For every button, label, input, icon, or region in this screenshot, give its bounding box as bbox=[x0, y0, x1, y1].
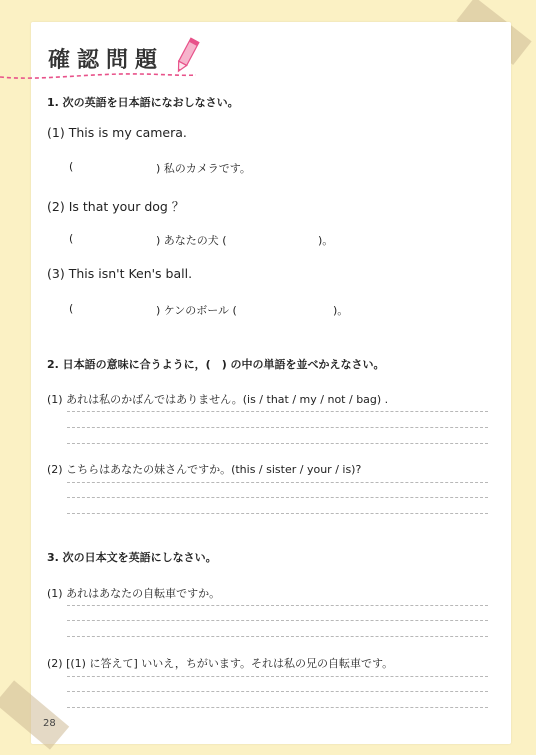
page-title: 確認問題 bbox=[48, 48, 165, 73]
s1-q2-text: (2) Is that your dog ？ bbox=[47, 199, 185, 214]
answer-line bbox=[67, 707, 488, 708]
s1-q2-answer-open: ( bbox=[69, 232, 74, 245]
s1-q1-answer-open: ( bbox=[69, 160, 74, 173]
section-2-heading: 2. 日本語の意味に合うように，( ) の中の単語を並べかえなさい。 bbox=[47, 358, 385, 371]
answer-line bbox=[67, 427, 488, 428]
answer-line bbox=[67, 513, 488, 514]
s1-q3-text: (3) This isn't Ken's ball. bbox=[47, 266, 193, 281]
page-number: 28 bbox=[43, 718, 56, 729]
pencil-icon bbox=[172, 36, 200, 76]
answer-line bbox=[67, 636, 488, 637]
section-3-heading: 3. 次の日本文を英語にしなさい。 bbox=[47, 551, 217, 564]
s1-q2-answer-close: )。 bbox=[318, 234, 334, 247]
s1-q3-answer-mid: ) ケンのボール ( bbox=[156, 304, 237, 317]
section-1-heading: 1. 次の英語を日本語になおしなさい。 bbox=[47, 96, 239, 109]
answer-line bbox=[67, 411, 488, 412]
answer-line bbox=[67, 443, 488, 444]
s1-q3-answer-close: )。 bbox=[333, 304, 349, 317]
answer-line bbox=[67, 676, 488, 677]
s2-q2-text: (2) こちらはあなたの妹さんですか。(this / sister / your / is)? bbox=[47, 463, 362, 476]
s3-q2-text: (2) [(1) に答えて] いいえ，ちがいます。それは私の兄の自転車です。 bbox=[47, 657, 394, 670]
s3-q1-text: (1) あれはあなたの自転車ですか。 bbox=[47, 587, 221, 600]
s2-q1-text: (1) あれは私のかばんではありません。(is / that / my / not / bag) . bbox=[47, 393, 389, 406]
s1-q1-answer-close: ) 私のカメラです。 bbox=[156, 162, 251, 175]
answer-line bbox=[67, 482, 488, 483]
answer-line bbox=[67, 691, 488, 692]
answer-line bbox=[67, 605, 488, 606]
s1-q3-answer-open: ( bbox=[69, 302, 74, 315]
s1-q2-answer-mid: ) あなたの犬 ( bbox=[156, 234, 227, 247]
answer-line bbox=[67, 497, 488, 498]
answer-line bbox=[67, 620, 488, 621]
s1-q1-text: (1) This is my camera. bbox=[47, 125, 187, 140]
title-underline bbox=[0, 71, 196, 83]
